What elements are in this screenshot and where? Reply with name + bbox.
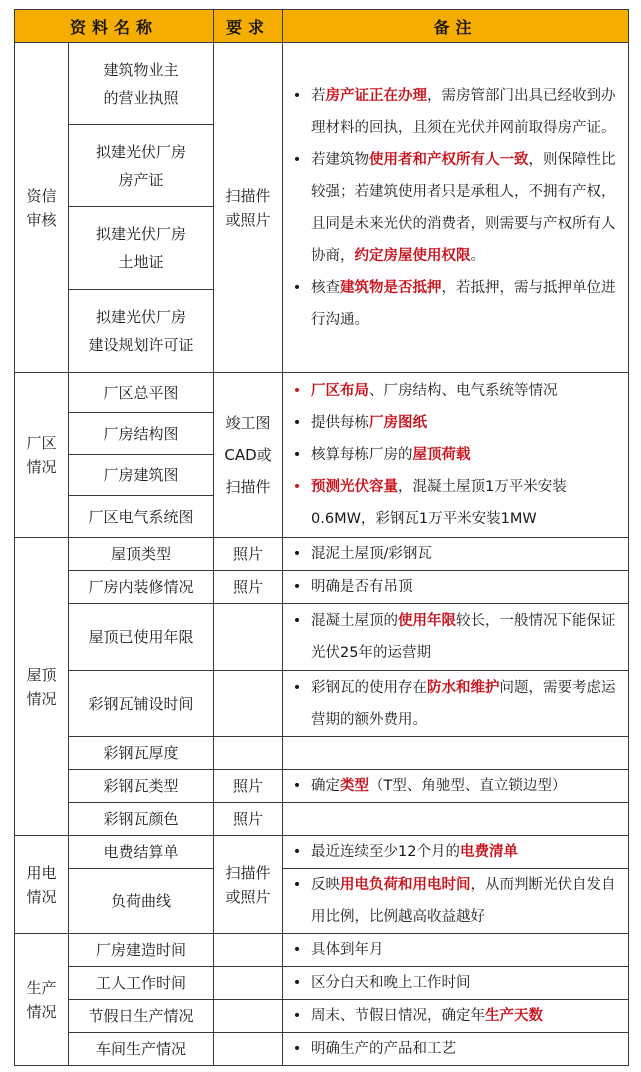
item-cell: 彩钢瓦铺设时间 bbox=[69, 671, 214, 737]
highlight-text: 电费清单 bbox=[459, 844, 518, 860]
requirement-cell: 照片 bbox=[214, 571, 283, 604]
requirement-cell bbox=[214, 1033, 283, 1066]
plain-text: ，混凝土屋顶1万平米安装0.6MW，彩钢瓦1万平米安装1MW bbox=[311, 479, 567, 527]
category-cell bbox=[15, 43, 69, 373]
table-row bbox=[15, 1033, 629, 1066]
requirement-cell: 照片 bbox=[214, 803, 283, 836]
note-text bbox=[311, 672, 628, 736]
plain-text: 若建筑物 bbox=[311, 151, 370, 168]
note-bullet-item bbox=[283, 672, 628, 736]
item-cell: 屋顶类型 bbox=[69, 538, 214, 571]
requirement-label: 或照片 bbox=[225, 210, 271, 229]
note-text bbox=[311, 571, 628, 603]
item-cell: 节假日生产情况 bbox=[69, 1000, 214, 1033]
category-label: 厂区 bbox=[26, 434, 57, 452]
category-cell bbox=[15, 836, 69, 934]
highlight-text: 厂房图纸 bbox=[369, 415, 428, 431]
remarks-cell bbox=[283, 770, 629, 803]
plain-text: 提供每栋 bbox=[311, 415, 370, 431]
bullet-icon: • bbox=[292, 679, 302, 696]
category-label: 情况 bbox=[26, 689, 57, 708]
table-row bbox=[15, 869, 629, 934]
category-label: 屋顶 bbox=[26, 665, 57, 684]
note-bullet-item bbox=[283, 1000, 628, 1032]
bullet-icon: • bbox=[292, 778, 302, 794]
requirement-cell: 照片 bbox=[214, 538, 283, 571]
note-text bbox=[311, 1000, 628, 1032]
remarks-cell bbox=[283, 571, 629, 604]
plain-text: 反映 bbox=[311, 877, 341, 893]
item-cell: 彩钢瓦厚度 bbox=[69, 737, 214, 770]
item-label: 拟建光伏厂房 bbox=[96, 308, 187, 326]
plain-text: 明确是否有吊顶 bbox=[311, 579, 413, 595]
note-text bbox=[311, 605, 628, 669]
plain-text: ，从而判断光伏自发自用比例，比例越高收益越好 bbox=[311, 877, 616, 925]
plain-text: 问题，需要考虑运营期的额外费用。 bbox=[311, 679, 616, 728]
item-cell: 厂房建造时间 bbox=[69, 934, 214, 967]
bullet-icon: • bbox=[292, 942, 302, 958]
note-text bbox=[311, 967, 628, 999]
remarks-cell bbox=[283, 934, 629, 967]
remarks-cell bbox=[283, 538, 629, 571]
table-row bbox=[15, 934, 629, 967]
table-row bbox=[15, 671, 629, 737]
note-text bbox=[311, 80, 628, 144]
highlight-text: 厂区布局 bbox=[311, 383, 370, 399]
requirement-cell bbox=[214, 1000, 283, 1033]
remarks-cell bbox=[283, 737, 629, 770]
requirement-cell bbox=[214, 737, 283, 770]
requirement-cell bbox=[214, 43, 283, 373]
plain-text: 混泥土屋顶/彩钢瓦 bbox=[311, 546, 432, 562]
table-body bbox=[15, 43, 629, 1066]
note-bullet-item bbox=[283, 471, 628, 535]
requirement-label: 扫描件 bbox=[225, 478, 271, 496]
bullet-icon: • bbox=[292, 415, 302, 431]
plain-text: 最近连续至少12个月的 bbox=[311, 844, 460, 860]
table-row bbox=[15, 770, 629, 803]
item-cell bbox=[69, 207, 214, 290]
header-remarks: 备注 bbox=[283, 10, 629, 43]
bullet-icon: • bbox=[292, 279, 302, 296]
requirement-cell bbox=[214, 671, 283, 737]
note-bullet-item bbox=[283, 836, 628, 868]
bullet-icon: • bbox=[292, 975, 302, 991]
note-text bbox=[311, 1033, 628, 1065]
item-cell: 工人工作时间 bbox=[69, 967, 214, 1000]
requirement-label: 或照片 bbox=[225, 887, 271, 906]
remarks-cell bbox=[283, 836, 629, 869]
plain-text: ，需房管部门出具已经收到办理材料的回执，且须在光伏并网前取得房产证。 bbox=[311, 87, 616, 136]
note-bullet-item bbox=[283, 272, 628, 336]
plain-text: （T型、角驰型、直立锁边型） bbox=[369, 778, 567, 794]
highlight-text: 屋顶荷载 bbox=[412, 447, 471, 463]
highlight-text: 防水和维护 bbox=[427, 679, 500, 696]
plain-text: 确定 bbox=[311, 778, 341, 794]
remarks-cell bbox=[283, 671, 629, 737]
table-row bbox=[15, 604, 629, 671]
note-bullet-item bbox=[283, 375, 628, 407]
item-cell: 彩钢瓦颜色 bbox=[69, 803, 214, 836]
note-text bbox=[311, 471, 628, 535]
requirement-cell bbox=[214, 604, 283, 671]
note-text bbox=[311, 375, 628, 407]
bullet-icon: • bbox=[292, 613, 302, 629]
remarks-cell bbox=[283, 604, 629, 671]
plain-text: 若 bbox=[311, 87, 326, 104]
highlight-text: 使用者和产权所有人一致 bbox=[369, 151, 529, 168]
item-cell: 厂房内装修情况 bbox=[69, 571, 214, 604]
note-text bbox=[311, 836, 628, 868]
requirement-label: CAD或 bbox=[224, 446, 272, 464]
item-label: 建筑物业主 bbox=[103, 60, 179, 79]
table-row bbox=[15, 43, 629, 125]
item-cell: 车间生产情况 bbox=[69, 1033, 214, 1066]
bullet-icon: • bbox=[292, 479, 302, 495]
highlight-text: 房产证正在办理 bbox=[325, 87, 428, 104]
note-bullet-item bbox=[283, 869, 628, 933]
note-text bbox=[311, 934, 628, 966]
requirement-cell: 照片 bbox=[214, 770, 283, 803]
item-cell: 厂房建筑图 bbox=[69, 455, 214, 496]
category-cell bbox=[15, 934, 69, 1066]
plain-text: ，若抵押，需与抵押单位进行沟通。 bbox=[311, 279, 616, 328]
highlight-text: 建筑物是否抵押 bbox=[340, 279, 442, 296]
remarks-cell bbox=[283, 967, 629, 1000]
item-label: 拟建光伏厂房 bbox=[96, 225, 187, 243]
table-row bbox=[15, 1000, 629, 1033]
plain-text: 。 bbox=[470, 247, 486, 264]
item-label: 拟建光伏厂房 bbox=[96, 142, 187, 161]
note-bullet-item bbox=[283, 1033, 628, 1065]
table-row bbox=[15, 967, 629, 1000]
bullet-icon: • bbox=[292, 1008, 302, 1024]
remarks-cell bbox=[283, 869, 629, 934]
note-bullet-item bbox=[283, 439, 628, 471]
bullet-icon: • bbox=[292, 579, 302, 595]
requirement-label: 竣工图 bbox=[225, 414, 271, 432]
bullet-icon: • bbox=[292, 447, 302, 463]
header-requirement: 要求 bbox=[214, 10, 283, 43]
bullet-icon: • bbox=[292, 1041, 302, 1057]
item-label: 土地证 bbox=[118, 253, 164, 271]
category-label: 资信 bbox=[26, 186, 57, 205]
table-row bbox=[15, 836, 629, 869]
category-label: 情况 bbox=[26, 1002, 57, 1021]
table-row bbox=[15, 571, 629, 604]
note-bullet-item bbox=[283, 571, 628, 603]
note-text bbox=[311, 272, 628, 336]
table-row bbox=[15, 803, 629, 836]
document-requirements-table bbox=[14, 9, 629, 1066]
highlight-text: 预测光伏容量 bbox=[311, 479, 399, 495]
plain-text: 混凝土屋顶的 bbox=[311, 613, 399, 629]
note-text bbox=[311, 770, 628, 802]
note-text bbox=[311, 144, 628, 272]
category-label: 用电 bbox=[26, 863, 57, 882]
note-bullet-item bbox=[283, 967, 628, 999]
note-bullet-item bbox=[283, 770, 628, 802]
highlight-text: 使用年限 bbox=[398, 613, 457, 629]
note-text bbox=[311, 538, 628, 570]
requirement-label: 扫描件 bbox=[225, 186, 271, 205]
note-bullet-item bbox=[283, 605, 628, 669]
bullet-icon: • bbox=[292, 877, 302, 893]
category-cell bbox=[15, 538, 69, 836]
plain-text: 核算每栋厂房的 bbox=[311, 447, 413, 463]
note-bullet-item bbox=[283, 407, 628, 439]
plain-text: ，则保障性比较强；若建筑使用者只是承租人，不拥有产权，且同是未来光伏的消费者，则需要与产权所有人协商， bbox=[311, 151, 616, 264]
requirement-cell bbox=[214, 934, 283, 967]
category-label: 审核 bbox=[26, 210, 57, 229]
item-label: 房产证 bbox=[118, 170, 164, 189]
requirement-label: 扫描件 bbox=[225, 863, 271, 882]
item-cell: 彩钢瓦类型 bbox=[69, 770, 214, 803]
note-bullet-item bbox=[283, 934, 628, 966]
category-label: 情况 bbox=[26, 887, 57, 906]
requirement-cell bbox=[214, 836, 283, 934]
remarks-cell bbox=[283, 803, 629, 836]
item-cell: 厂区电气系统图 bbox=[69, 496, 214, 538]
category-label: 生产 bbox=[26, 978, 57, 997]
remarks-cell bbox=[283, 1033, 629, 1066]
item-cell: 屋顶已使用年限 bbox=[69, 604, 214, 671]
plain-text: 核查 bbox=[311, 279, 341, 296]
item-cell bbox=[69, 125, 214, 207]
note-text bbox=[311, 869, 628, 933]
note-bullet-item bbox=[283, 538, 628, 570]
note-bullet-item bbox=[283, 80, 628, 144]
bullet-icon: • bbox=[292, 151, 302, 168]
item-cell: 厂区总平图 bbox=[69, 373, 214, 413]
item-cell: 负荷曲线 bbox=[69, 869, 214, 934]
item-cell bbox=[69, 43, 214, 125]
bullet-icon: • bbox=[292, 546, 302, 562]
plain-text: 、厂房结构、电气系统等情况 bbox=[369, 383, 558, 399]
plain-text: 彩钢瓦的使用存在 bbox=[311, 679, 428, 696]
table-row bbox=[15, 538, 629, 571]
header-material-name: 资料名称 bbox=[15, 10, 214, 43]
highlight-text: 类型 bbox=[340, 778, 370, 794]
bullet-icon: • bbox=[292, 87, 302, 104]
requirement-cell bbox=[214, 967, 283, 1000]
highlight-text: 用电负荷和用电时间 bbox=[340, 877, 471, 893]
highlight-text: 约定房屋使用权限 bbox=[354, 247, 471, 264]
item-cell: 厂房结构图 bbox=[69, 413, 214, 455]
table-row bbox=[15, 373, 629, 413]
remarks-cell bbox=[283, 1000, 629, 1033]
plain-text: 具体到年月 bbox=[311, 942, 384, 958]
item-cell bbox=[69, 290, 214, 373]
note-bullet-item bbox=[283, 144, 628, 272]
note-text bbox=[311, 407, 628, 439]
remarks-cell bbox=[283, 43, 629, 373]
remarks-cell bbox=[283, 373, 629, 538]
plain-text: 较长，一般情况下能保证光伏25年的运营期 bbox=[311, 613, 616, 661]
item-label: 建设规划许可证 bbox=[88, 336, 194, 354]
bullet-icon: • bbox=[292, 383, 302, 399]
plain-text: 周末、节假日情况，确定年 bbox=[311, 1008, 486, 1024]
item-cell: 电费结算单 bbox=[69, 836, 214, 869]
highlight-text: 生产天数 bbox=[485, 1008, 544, 1024]
category-label: 情况 bbox=[26, 458, 57, 476]
plain-text: 明确生产的产品和工艺 bbox=[311, 1041, 457, 1057]
note-text bbox=[311, 439, 628, 471]
requirement-cell bbox=[214, 373, 283, 538]
item-label: 的营业执照 bbox=[103, 88, 179, 107]
bullet-icon: • bbox=[292, 844, 302, 860]
category-cell bbox=[15, 373, 69, 538]
plain-text: 区分白天和晚上工作时间 bbox=[311, 975, 471, 991]
table-row bbox=[15, 737, 629, 770]
header-row bbox=[15, 10, 629, 43]
